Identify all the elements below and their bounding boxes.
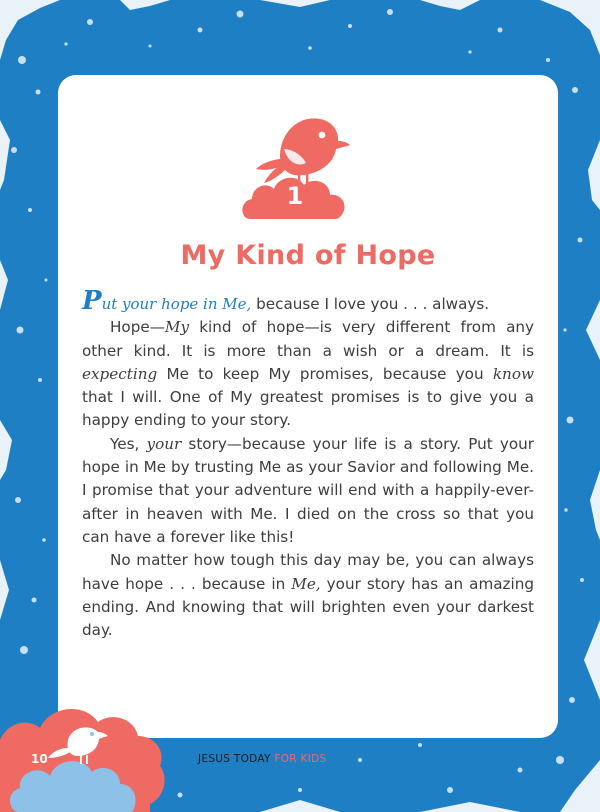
p2-emphasis-expecting: expecting — [82, 364, 158, 383]
p4-text-c: your story has an amazing ending. And knowing that will brighten even your darkest day. — [82, 574, 534, 640]
paragraph-3 — [82, 433, 534, 549]
p3-text-c: story—because your life is a story. Put your hope in Me by trusting Me as your Savior and following Me. I promise that your adventure will end with a happily-ever-after in heaven with Me. I died on the cross so that you can have a forever like this! — [82, 434, 534, 546]
page-number: 10 — [31, 752, 48, 766]
p2-text-a: Hope— — [110, 318, 165, 337]
devotional-text — [82, 286, 534, 642]
p4-emphasis-me: Me, — [291, 574, 321, 593]
p4-text-a: No matter how tough this day may be, you can always have hope . . . because in — [82, 551, 534, 593]
chapter-title: My Kind of Hope — [180, 240, 436, 271]
chapter-emblem — [240, 97, 350, 222]
page-card — [58, 75, 558, 738]
p2-text-c: kind of hope—is very different from any other kind. It is more than a wish or a dream. It is — [82, 318, 534, 360]
running-footer-title — [198, 753, 326, 765]
p3-emphasis-your: your — [146, 434, 182, 453]
p2-text-e: Me to keep My promises, because you — [157, 364, 493, 383]
p2-emphasis-my: My — [164, 318, 190, 337]
paragraph-4 — [82, 549, 534, 642]
p2-text-g: that I will. One of My greatest promises is to give you a happy ending to your story. — [82, 388, 534, 430]
paragraph-2 — [82, 316, 534, 432]
book-title-main: JESUS TODAY — [198, 753, 271, 765]
p2-emphasis-know: know — [492, 364, 534, 383]
scripture-quote: ut your hope in Me, — [101, 295, 252, 313]
chapter-number: 1 — [286, 182, 304, 210]
book-title-accent: FOR KIDS — [274, 753, 327, 765]
bird-on-cloud-icon — [0, 700, 170, 812]
paragraph-1 — [82, 286, 534, 316]
p3-text-a: Yes, — [110, 434, 147, 453]
paragraph-1-rest: because I love you . . . always. — [251, 295, 490, 313]
drop-cap: P — [82, 286, 102, 316]
